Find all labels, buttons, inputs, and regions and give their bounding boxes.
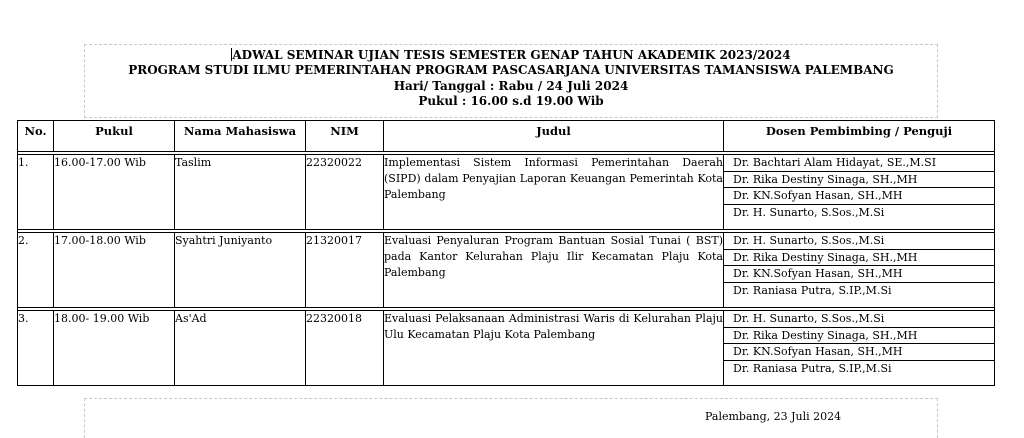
lecturer-name: Dr. Raniasa Putra, S.IP.,M.Si — [733, 283, 892, 297]
cell-nama: As'Ad — [175, 311, 306, 386]
cell-nim: 22320022 — [306, 155, 384, 230]
cell-no: 1. — [18, 155, 54, 230]
lecturer-name: Dr. Rika Destiny Sinaga, SH.,MH — [724, 328, 994, 345]
title-line-4: Pukul : 16.00 s.d 19.00 Wib — [418, 94, 604, 108]
cell-no: 2. — [18, 233, 54, 308]
col-header-nim: NIM — [306, 121, 384, 152]
cell-judul: Evaluasi Pelaksanaan Administrasi Waris di Kelurahan Plaju Ulu Kecamatan Plaju Kota Palembang — [384, 311, 724, 386]
cell-nama: Syahtri Juniyanto — [175, 233, 306, 308]
table-row — [18, 311, 995, 386]
lecturer-name: Dr. H. Sunarto, S.Sos.,M.Si — [733, 205, 885, 219]
cell-dosen — [724, 155, 995, 230]
col-header-pukul: Pukul — [54, 121, 175, 152]
schedule-table — [17, 120, 995, 386]
col-header-dosen: Dosen Pembimbing / Penguji — [724, 121, 995, 152]
cell-judul: Evaluasi Penyaluran Program Bantuan Sosial Tunai ( BST) pada Kantor Kelurahan Plaju Ilir Kecamatan Plaju Kota Palembang — [384, 233, 724, 308]
cell-pukul: 16.00-17.00 Wib — [54, 155, 175, 230]
title-line-3: Hari/ Tanggal : Rabu / 24 Juli 2024 — [393, 79, 629, 93]
place-date: Palembang, 23 Juli 2024 — [705, 410, 842, 423]
cell-no: 3. — [18, 311, 54, 386]
lecturer-name: Dr. KN.Sofyan Hasan, SH.,MH — [724, 344, 994, 361]
table-header-row — [18, 121, 995, 152]
title-line-2: PROGRAM STUDI ILMU PEMERINTAHAN PROGRAM PASCASARJANA UNIVERSITAS TAMANSISWA PALEMBANG — [128, 63, 894, 77]
lecturer-name: Dr. Rika Destiny Sinaga, SH.,MH — [724, 250, 994, 267]
cell-dosen — [724, 311, 995, 386]
cell-dosen — [724, 233, 995, 308]
cell-nama: Taslim — [175, 155, 306, 230]
cell-judul: Implementasi Sistem Informasi Pemerintahan Daerah (SIPD) dalam Penyajian Laporan Keuangan Pemerintah Kota Palembang — [384, 155, 724, 230]
lecturer-name: Dr. KN.Sofyan Hasan, SH.,MH — [724, 266, 994, 283]
lecturer-name: Dr. Bachtari Alam Hidayat, SE.,M.SI — [724, 155, 994, 172]
col-header-nama: Nama Mahasiswa — [175, 121, 306, 152]
col-header-judul: Judul — [384, 121, 724, 152]
lecturer-name: Dr. Raniasa Putra, S.IP.,M.Si — [733, 361, 892, 375]
lecturer-name: Dr. H. Sunarto, S.Sos.,M.Si — [724, 311, 994, 328]
table-row — [18, 155, 995, 230]
lecturer-name: Dr. KN.Sofyan Hasan, SH.,MH — [724, 188, 994, 205]
cell-nim: 22320018 — [306, 311, 384, 386]
cell-pukul: 18.00- 19.00 Wib — [54, 311, 175, 386]
cell-pukul: 17.00-18.00 Wib — [54, 233, 175, 308]
title-line-1: ADWAL SEMINAR UJIAN TESIS SEMESTER GENAP TAHUN AKADEMIK 2023/2024 — [232, 48, 791, 62]
table-row — [18, 233, 995, 308]
lecturer-name: Dr. Rika Destiny Sinaga, SH.,MH — [724, 172, 994, 189]
col-header-no: No. — [18, 121, 54, 152]
cell-nim: 21320017 — [306, 233, 384, 308]
lecturer-name: Dr. H. Sunarto, S.Sos.,M.Si — [724, 233, 994, 250]
